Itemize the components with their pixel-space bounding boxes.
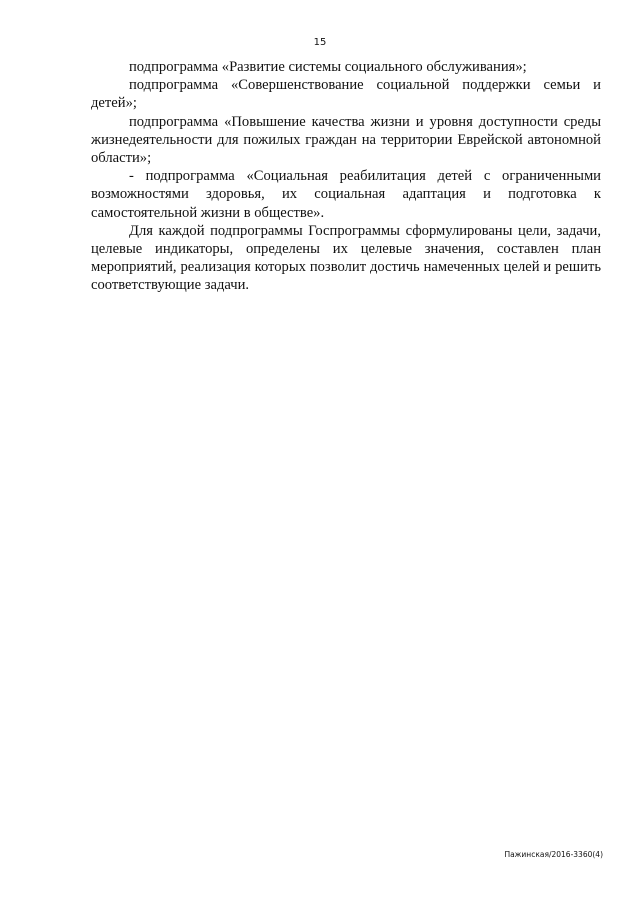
- paragraph-goals-summary: Для каждой подпрограммы Госпрограммы сформулированы цели, задачи, целевые индикаторы, определены их целевые значения, составлен план мероприятий, реализация которых позволит достичь намеченных целей и решить соответствующие задачи.: [91, 222, 601, 294]
- page-number: 15: [313, 37, 327, 48]
- paragraph-subprogram-social-services: подпрограмма «Развитие системы социального обслуживания»;: [129, 59, 527, 75]
- document-footer-code: Пажинская/2016-3360(4): [504, 850, 603, 859]
- paragraph-subprogram-family-support: подпрограмма «Совершенствование социальной поддержки семьи и детей»;: [91, 77, 601, 112]
- paragraph-subprogram-elderly-quality: подпрограмма «Повышение качества жизни и уровня доступности среды жизнедеятельности для пожилых граждан на территории Еврейской автономной области»;: [91, 113, 601, 167]
- paragraph-subprogram-children-rehabilitation: - подпрограмма «Социальная реабилитация детей с ограниченными возможностями здоровья, их социальная адаптация и подготовка к самостоятельной жизни в обществе».: [91, 168, 601, 221]
- document-body: [91, 58, 601, 295]
